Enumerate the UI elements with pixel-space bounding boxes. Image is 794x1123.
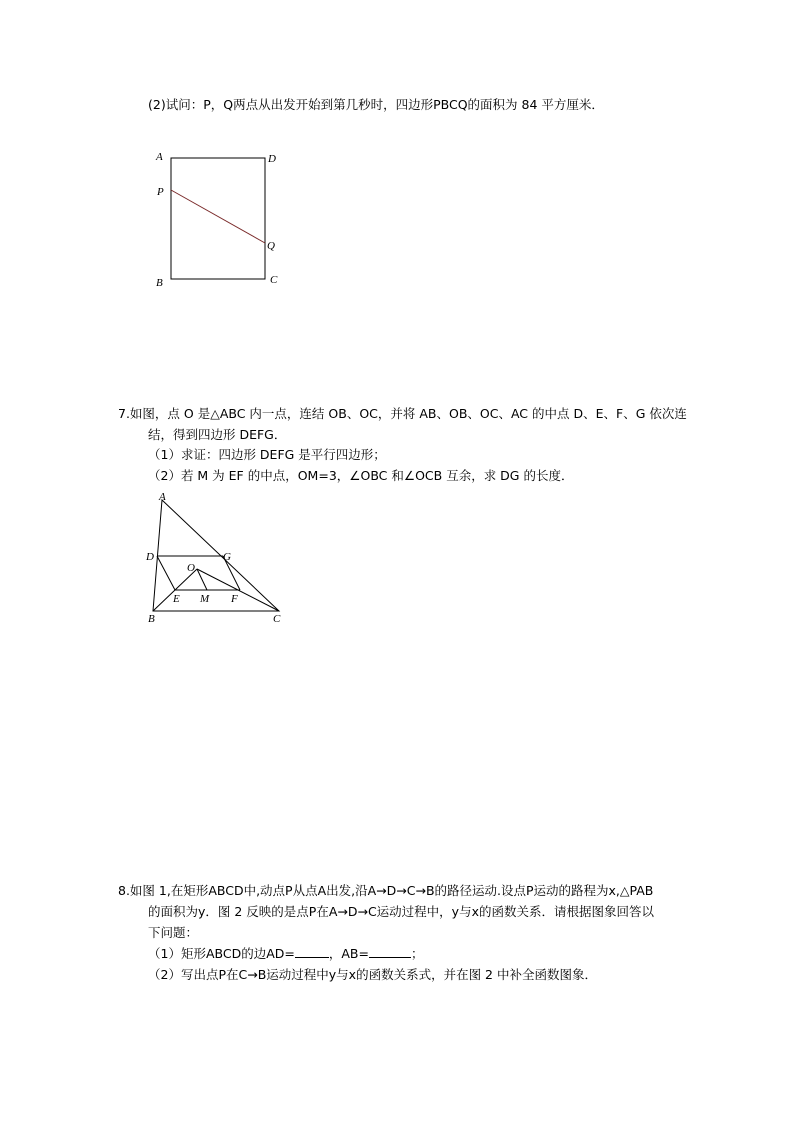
q8-line2: 的面积为y．图 2 反映的是点P在A→D→C运动过程中，y与x的函数关系．请根据图象回答以 <box>148 904 654 919</box>
rectangle-abcd <box>171 158 265 279</box>
q6-rectangle-figure <box>150 148 290 298</box>
q8-part1 <box>148 945 424 962</box>
q7-part2: （2）若 M 为 EF 的中点，OM=3，∠OBC 和∠OCB 互余，求 DG 的长度． <box>148 468 574 483</box>
segment-de <box>157 556 175 590</box>
q8-part1-ad-label: （1）矩形ABCD的边AD= <box>148 946 295 961</box>
segment-om <box>197 569 207 590</box>
label-d: D <box>268 153 276 165</box>
label-o: O <box>187 562 195 574</box>
label-a: A <box>156 151 163 163</box>
segment-pq <box>171 190 265 243</box>
q7-part1: （1）求证：四边形 DEFG 是平行四边形； <box>148 447 386 462</box>
q7-triangle-figure <box>145 490 295 630</box>
label-b: B <box>148 613 155 625</box>
q8-part1-ab-label: ，AB= <box>328 946 369 961</box>
label-d: D <box>146 551 154 563</box>
label-f: F <box>231 593 238 605</box>
label-b: B <box>156 277 163 289</box>
q6-part2-text: (2)试问：P，Q两点从出发开始到第几秒时，四边形PBCQ的面积为 84 平方厘米． <box>148 97 604 112</box>
label-m: M <box>200 593 210 605</box>
q8-line3: 下问题： <box>148 925 199 940</box>
q7-line2: 结，得到四边形 DEFG． <box>148 427 287 442</box>
ad-answer-blank[interactable] <box>295 945 329 958</box>
q8-line1: 8.如图 1,在矩形ABCD中,动点P从点A出发,沿A→D→C→B的路径运动.设点P运动的路程为x,△PAB <box>118 883 654 898</box>
ab-answer-blank[interactable] <box>369 945 411 958</box>
label-p: P <box>157 186 164 198</box>
label-g: G <box>223 551 231 563</box>
label-c: C <box>270 274 278 286</box>
label-e: E <box>173 593 180 605</box>
q8-part1-end: ； <box>410 946 424 961</box>
label-q: Q <box>267 240 275 252</box>
q8-part2: （2）写出点P在C→B运动过程中y与x的函数关系式，并在图 2 中补全函数图象． <box>148 967 597 982</box>
label-a: A <box>159 491 166 503</box>
q7-line1: 7.如图，点 O 是△ABC 内一点，连结 OB、OC，并将 AB、OB、OC、AC 的中点 D、E、F、G 依次连 <box>118 406 687 421</box>
label-c: C <box>273 613 281 625</box>
